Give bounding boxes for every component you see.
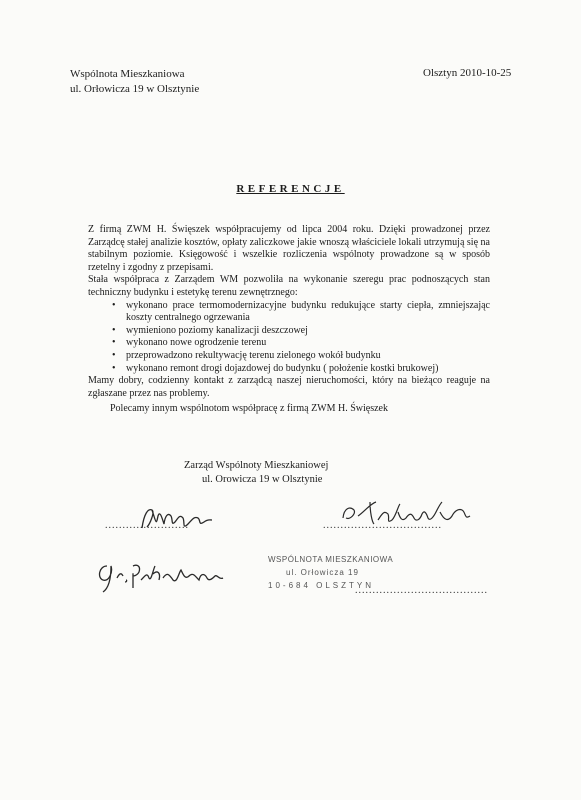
letter-title — [0, 183, 581, 195]
paragraph-works-intro: Stała współpraca z Zarządem WM pozwoliła na wykonanie szeregu prac podnoszących stan techniczny budynku i estetykę terenu zewnętrznego: — [88, 274, 490, 298]
board-signature-block — [184, 459, 328, 487]
signature-line: ...................................... — [355, 585, 488, 596]
handwritten-signature — [138, 502, 214, 534]
works-list — [88, 300, 490, 376]
handwritten-signature — [340, 498, 475, 532]
works-list-item: • wykonano remont drogi dojazdowej do budynku ( położenie kostki brukowej) — [88, 363, 490, 376]
stamp-street: ul. Orłowicza 19 — [286, 568, 359, 577]
works-list-item: • wymieniono poziomy kanalizacji deszczowej — [88, 325, 490, 338]
board-address: ul. Orowicza 19 w Olsztynie — [202, 474, 323, 485]
works-list-item: • wykonano prace termomodernizacyjne budynku redukujące starty ciepła, zmniejszając koszty centralnego ogrzewania — [88, 300, 490, 325]
works-list-item: • wykonano nowe ogrodzenie terenu — [88, 337, 490, 350]
works-list-item: • przeprowadzono rekultywację terenu zielonego wokół budynku — [88, 350, 490, 363]
sender-name: Wspólnota Mieszkaniowa — [70, 68, 185, 80]
stamp-city: 10-684 OLSZTYN — [268, 581, 375, 590]
board-name: Zarząd Wspólnoty Mieszkaniowej — [184, 460, 329, 471]
sender-street: ul. Orłowicza 19 w Olsztynie — [70, 83, 200, 95]
signature-line: ........................ — [105, 520, 189, 531]
paragraph-contact: Mamy dobry, codzienny kontakt z zarządcą naszej nieruchomości, który na bieżąco reaguje na zgłaszane przez nas problemy. — [88, 375, 490, 399]
letter-date: Olsztyn 2010-10-25 — [423, 67, 512, 79]
handwritten-signature — [93, 558, 233, 596]
letter-title-text: REFERENCJE — [236, 183, 345, 195]
stamp-name: WSPÓLNOTA MIESZKANIOWA — [268, 555, 394, 564]
sender-address — [70, 67, 199, 97]
signature-line: .................................. — [323, 520, 442, 531]
letter-body — [88, 224, 490, 416]
paragraph-recommendation: Polecamy innym wspólnotom współpracę z firmą ZWM H. Święszek — [110, 403, 388, 415]
paragraph-cooperation: Z firmą ZWM H. Święszek współpracujemy od lipca 2004 roku. Dzięki prowadzonej przez Zarządcę stałej analizie kosztów, opłaty zaliczkowe jakie wnoszą właściciele lokali utrzymują się na stabilnym poziomie. Księgowość i wszelkie rozliczenia wspólnoty prowadzone są w sposób rzetelny i zgodny z przepisami. — [88, 224, 490, 273]
